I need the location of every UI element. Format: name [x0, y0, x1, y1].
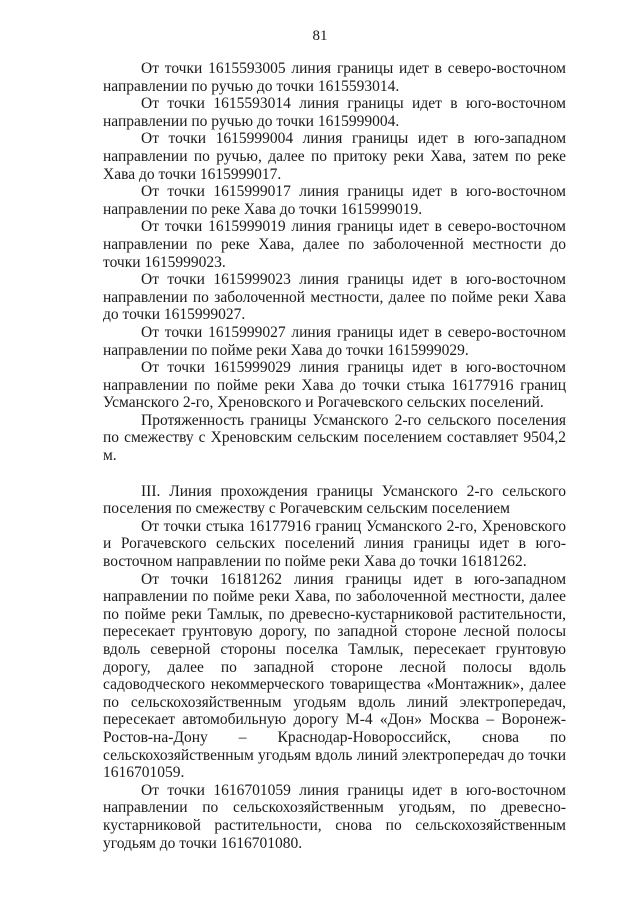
paragraph: От точки стыка 16177916 границ Усманского 2-го, Хреновского и Рогачевского сельских поселений линия границы идет в юго-восточном направлении по пойме реки Хава до точки 16181262. [103, 517, 566, 571]
page-number: 81 [312, 28, 328, 44]
document-body [103, 60, 566, 852]
paragraph: От точки 1615999023 линия границы идет в юго-восточном направлении по заболоченной местности, далее по пойме реки Хава до точки 1615999027. [103, 271, 566, 324]
section-heading: III. Линия прохождения границы Усманского 2-го сельского поселения по смежеству с Рогачевским сельским поселением [103, 482, 566, 518]
paragraph: От точки 1615999029 линия границы идет в юго-восточном направлении по пойме реки Хава до точки стыка 16177916 границ Усманского 2-го, Хреновского и Рогачевского сельских поселений. [103, 359, 566, 412]
paragraph: От точки 1615999027 линия границы идет в северо-восточном направлении по пойме реки Хава до точки 1615999029. [103, 323, 566, 359]
length-summary: Протяженность границы Усманского 2-го сельского поселения по смежеству с Хреновским сельским поселением составляет 9504,2 м. [103, 411, 566, 465]
paragraph: От точки 1616701059 линия границы идет в юго-восточном направлении по сельскохозяйственным угодьям, по древесно-кустарниковой растительности, снова по сельскохозяйственным угодьям до точки 1616701080. [103, 781, 566, 852]
spacer [103, 465, 566, 483]
paragraph: От точки 1615593005 линия границы идет в северо-восточном направлении по ручью до точки 1615593014. [103, 60, 566, 95]
paragraph: От точки 16181262 линия границы идет в юго-западном направлении по пойме реки Хава, по заболоченной местности, далее по пойме реки Тамлык, по древесно-кустарниковой растительности, пересекает грунтовую дорогу, по западной стороне лесной полосы вдоль северной стороны поселка Тамлык, пересекает грунтовую дорогу, далее по западной стороне лесной полосы вдоль садоводческого некоммерческого товарищества «Монтажник», далее по сельскохозяйственным угодьям вдоль линий электропередач, пересекает автомобильную дорогу М-4 «Дон» Москва – Воронеж-Ростов-на-Дону – Краснодар-Новороссийск, снова по сельскохозяйственным угодьям вдоль линий электропередач до точки 1616701059. [103, 570, 566, 782]
paragraph: От точки 1615999017 линия границы идет в юго-восточном направлении по реке Хава до точки 1615999019. [103, 183, 566, 218]
paragraph: От точки 1615593014 линия границы идет в юго-восточном направлении по ручью до точки 1615999004. [103, 95, 566, 130]
paragraph: От точки 1615999004 линия границы идет в юго-западном направлении по ручью, далее по притоку реки Хава, затем по реке Хава до точки 1615999017. [103, 130, 566, 183]
paragraph: От точки 1615999019 линия границы идет в северо-восточном направлении по реке Хава, далее по заболоченной местности до точки 1615999023. [103, 218, 566, 271]
